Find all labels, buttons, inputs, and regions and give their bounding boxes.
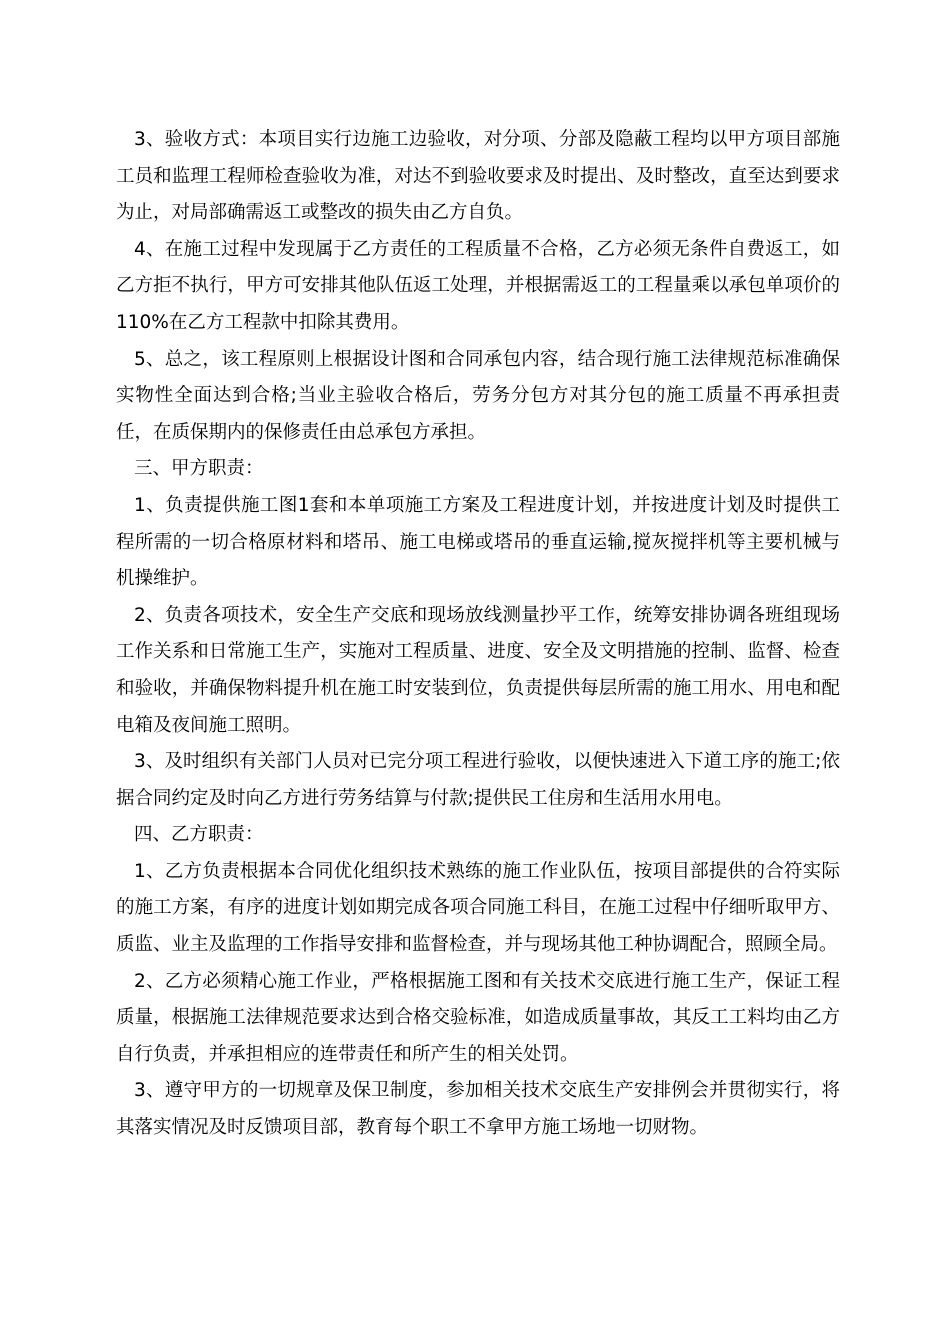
clause-acceptance-method: 3、验收方式：本项目实行边施工边验收，对分项、分部及隐蔽工程均以甲方项目部施工员和监理工程师检查验收为准，对达不到验收要求及时提出、及时整改，直至达到要求为止，对局部确需返工或整改的损失由乙方自负。: [116, 129, 840, 224]
party-b-duty-3: 3、遵守甲方的一切规章及保卫制度，参加相关技术交底生产安排例会并贯彻实行，将其落实情况及时反馈项目部，教育每个职工不拿甲方施工场地一切财物。: [116, 1080, 840, 1139]
section-heading-party-b: 四、乙方职责：: [134, 824, 264, 846]
clause-quality-rework: 4、在施工过程中发现属于乙方责任的工程质量不合格，乙方必须无条件自费返工，如乙方拒不执行，甲方可安排其他队伍返工处理，并根据需返工的工程量乘以承包单项价的110%在乙方工程款中扣除其费用。: [116, 238, 840, 333]
party-b-duty-2: 2、乙方必须精心施工作业，严格根据施工图和有关技术交底进行施工生产，保证工程质量，根据施工法律规范要求达到合格交验标准，如造成质量事故，其反工工料均由乙方自行负责，并承担相应的连带责任和所产生的相关处罚。: [116, 970, 840, 1065]
section-heading-party-a: 三、甲方职责：: [134, 458, 264, 480]
party-a-duty-3: 3、及时组织有关部门人员对已完分项工程进行验收，以便快速进入下道工序的施工;依据合同约定及时向乙方进行劳务结算与付款;提供民工住房和生活用水用电。: [116, 751, 840, 809]
clause-quality-summary: 5、总之，该工程原则上根据设计图和合同承包内容，结合现行施工法律规范标准确保实物性全面达到合格;当业主验收合格后，劳务分包方对其分包的施工质量不再承担责任，在质保期内的保修责任由总承包方承担。: [116, 348, 840, 443]
party-a-duty-1: 1、负责提供施工图1套和本单项施工方案及工程进度计划，并按进度计划及时提供工程所需的一切合格原材料和塔吊、施工电梯或塔吊的垂直运输,搅灰搅拌机等主要机械与机操维护。: [116, 494, 840, 590]
party-a-duty-2: 2、负责各项技术，安全生产交底和现场放线测量抄平工作，统筹安排协调各班组现场工作关系和日常施工生产，实施对工程质量、进度、安全及文明措施的控制、监督、检查和验收，并确保物料提升机在施工时安装到位，负责提供每层所需的施工用水、用电和配电箱及夜间施工照明。: [116, 604, 840, 736]
party-b-duty-1: 1、乙方负责根据本合同优化组织技术熟练的施工作业队伍，按项目部提供的合符实际的施工方案，有序的进度计划如期完成各项合同施工科目，在施工过程中仔细听取甲方、质监、业主及监理的工作指导安排和监督检查，并与现场其他工种协调配合，照顾全局。: [116, 860, 840, 956]
document-body: [116, 122, 840, 1147]
